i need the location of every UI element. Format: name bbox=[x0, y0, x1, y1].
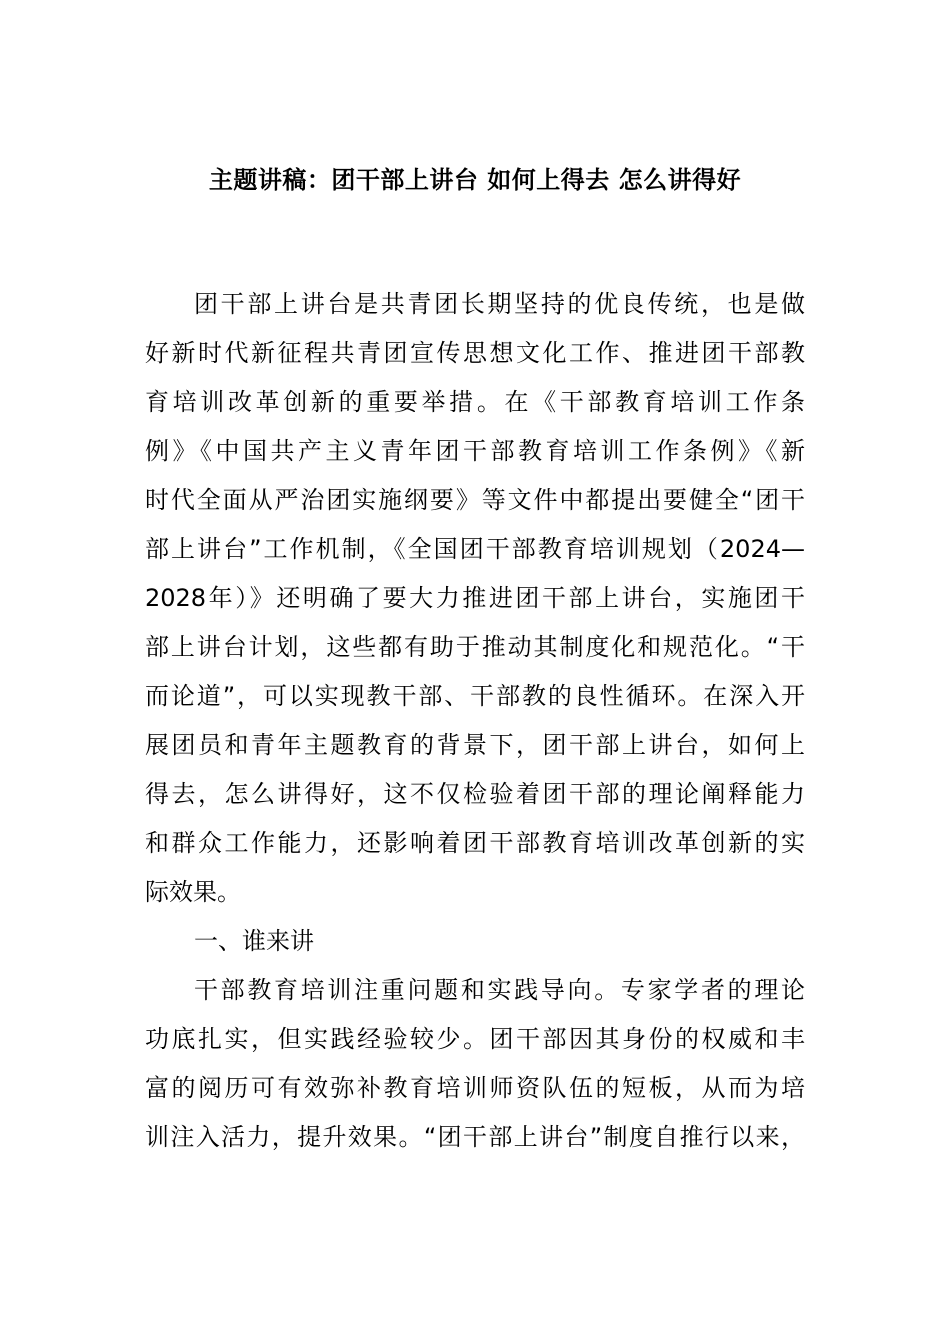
paragraph-line: 例》《中国共产主义青年团干部教育培训工作条例》《新 bbox=[145, 437, 805, 465]
paragraph-line: 时代全面从严治团实施纲要》等文件中都提出要健全“团干 bbox=[145, 486, 805, 514]
paragraph-line: 好新时代新征程共青团宣传思想文化工作、推进团干部教 bbox=[145, 339, 805, 367]
paragraph-line: 干部教育培训注重问题和实践导向。专家学者的理论 bbox=[194, 976, 805, 1004]
paragraph-line: 育培训改革创新的重要举措。在《干部教育培训工作条 bbox=[145, 388, 805, 416]
paragraph-line: 际效果。 bbox=[145, 878, 241, 906]
paragraph-line: 团干部上讲台是共青团长期坚持的优良传统，也是做 bbox=[194, 290, 805, 318]
paragraph-line: 而论道”，可以实现教干部、干部教的良性循环。在深入开 bbox=[145, 682, 805, 710]
paragraph-line: 功底扎实，但实践经验较少。团干部因其身份的权威和丰 bbox=[145, 1025, 805, 1053]
paragraph-line: 得去，怎么讲得好，这不仅检验着团干部的理论阐释能力 bbox=[145, 780, 805, 808]
paragraph-line: 展团员和青年主题教育的背景下，团干部上讲台，如何上 bbox=[145, 731, 805, 759]
paragraph-line: 训注入活力，提升效果。“团干部上讲台”制度自推行以来， bbox=[145, 1123, 805, 1151]
paragraph-line: 富的阅历可有效弥补教育培训师资队伍的短板，从而为培 bbox=[145, 1074, 805, 1102]
paragraph-line: 2028年）》还明确了要大力推进团干部上讲台，实施团干 bbox=[145, 584, 805, 612]
document-title: 主题讲稿：团干部上讲台 如何上得去 怎么讲得好 bbox=[208, 166, 742, 194]
section-heading: 一、谁来讲 bbox=[194, 927, 314, 955]
paragraph-line: 和群众工作能力，还影响着团干部教育培训改革创新的实 bbox=[145, 829, 805, 857]
paragraph-line: 部上讲台”工作机制，《全国团干部教育培训规划（2024— bbox=[145, 535, 805, 563]
paragraph-line: 部上讲台计划，这些都有助于推动其制度化和规范化。“干 bbox=[145, 633, 805, 661]
